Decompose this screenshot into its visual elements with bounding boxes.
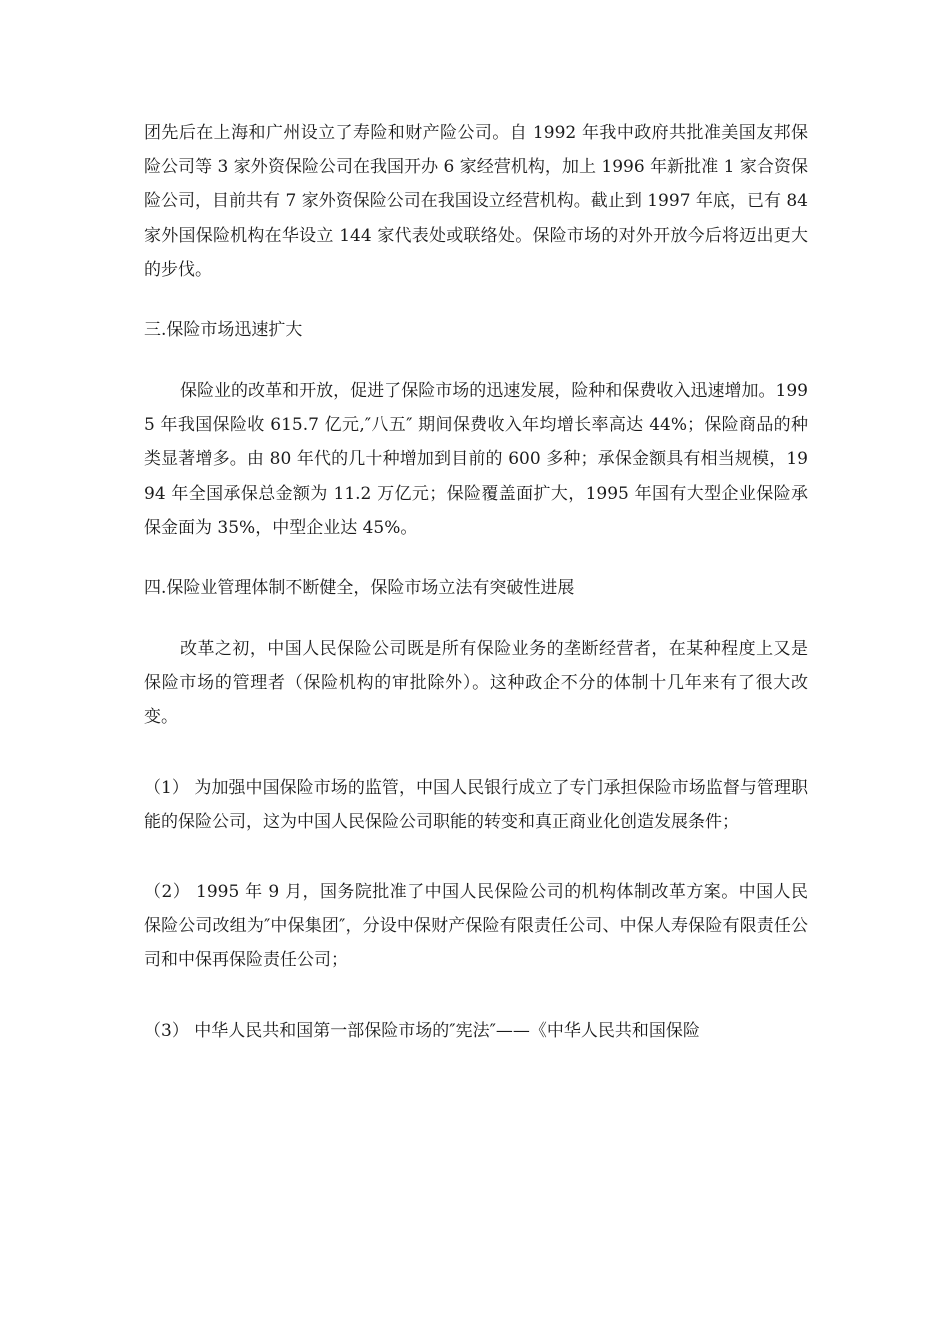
section-heading-3: 三.保险市场迅速扩大 — [144, 320, 303, 341]
list-item-3: （3） 中华人民共和国第一部保险市场的″宪法″——《中华人民共和国保险 — [144, 1020, 700, 1041]
paragraph-reform-beginning: 改革之初，中国人民保险公司既是所有保险业务的垄断经营者，在某种程度上又是保险市场的管理者（保险机构的审批除外）。这种政企不分的体制十几年来有了很大改变。 — [144, 639, 808, 728]
document-page — [144, 116, 808, 1048]
list-item-2: （2） 1995 年 9 月，国务院批准了中国人民保险公司的机构体制改革方案。中国人民保险公司改组为″中保集团″，分设中保财产保险有限责任公司、中保人寿保险有限责任公司和中保再保险责任公司； — [144, 882, 808, 971]
section-heading-4: 四.保险业管理体制不断健全，保险市场立法有突破性进展 — [144, 578, 575, 599]
list-item-1: （1） 为加强中国保险市场的监管，中国人民银行成立了专门承担保险市场监督与管理职能的保险公司，这为中国人民保险公司职能的转变和真正商业化创造发展条件； — [144, 777, 808, 832]
paragraph-foreign-insurers: 团先后在上海和广州设立了寿险和财产险公司。自 1992 年我中政府共批准美国友邦保险公司等 3 家外资保险公司在我国开办 6 家经营机构，加上 1996 年新批准 1 家合资保险公司，目前共有 7 家外资保险公司在我国设立经营机构。截止到 1997 年底，已有 84 家外国保险机构在华设立 144 家代表处或联络处。保险市场的对外开放今后将迈出更大的步伐。 — [144, 123, 808, 280]
paragraph-market-expansion: 保险业的改革和开放，促进了保险市场的迅速发展，险种和保费收入迅速增加。1995 年我国保险收 615.7 亿元,″八五″ 期间保费收入年均增长率高达 44%；保险商品的种类显著增多。由 80 年代的几十种增加到目前的 600 多种；承保金额具有相当规模，1994 年全国承保总金额为 11.2 万亿元；保险覆盖面扩大，1995 年国有大型企业保险承保金面为 35%，中型企业达 45%。 — [144, 381, 808, 538]
